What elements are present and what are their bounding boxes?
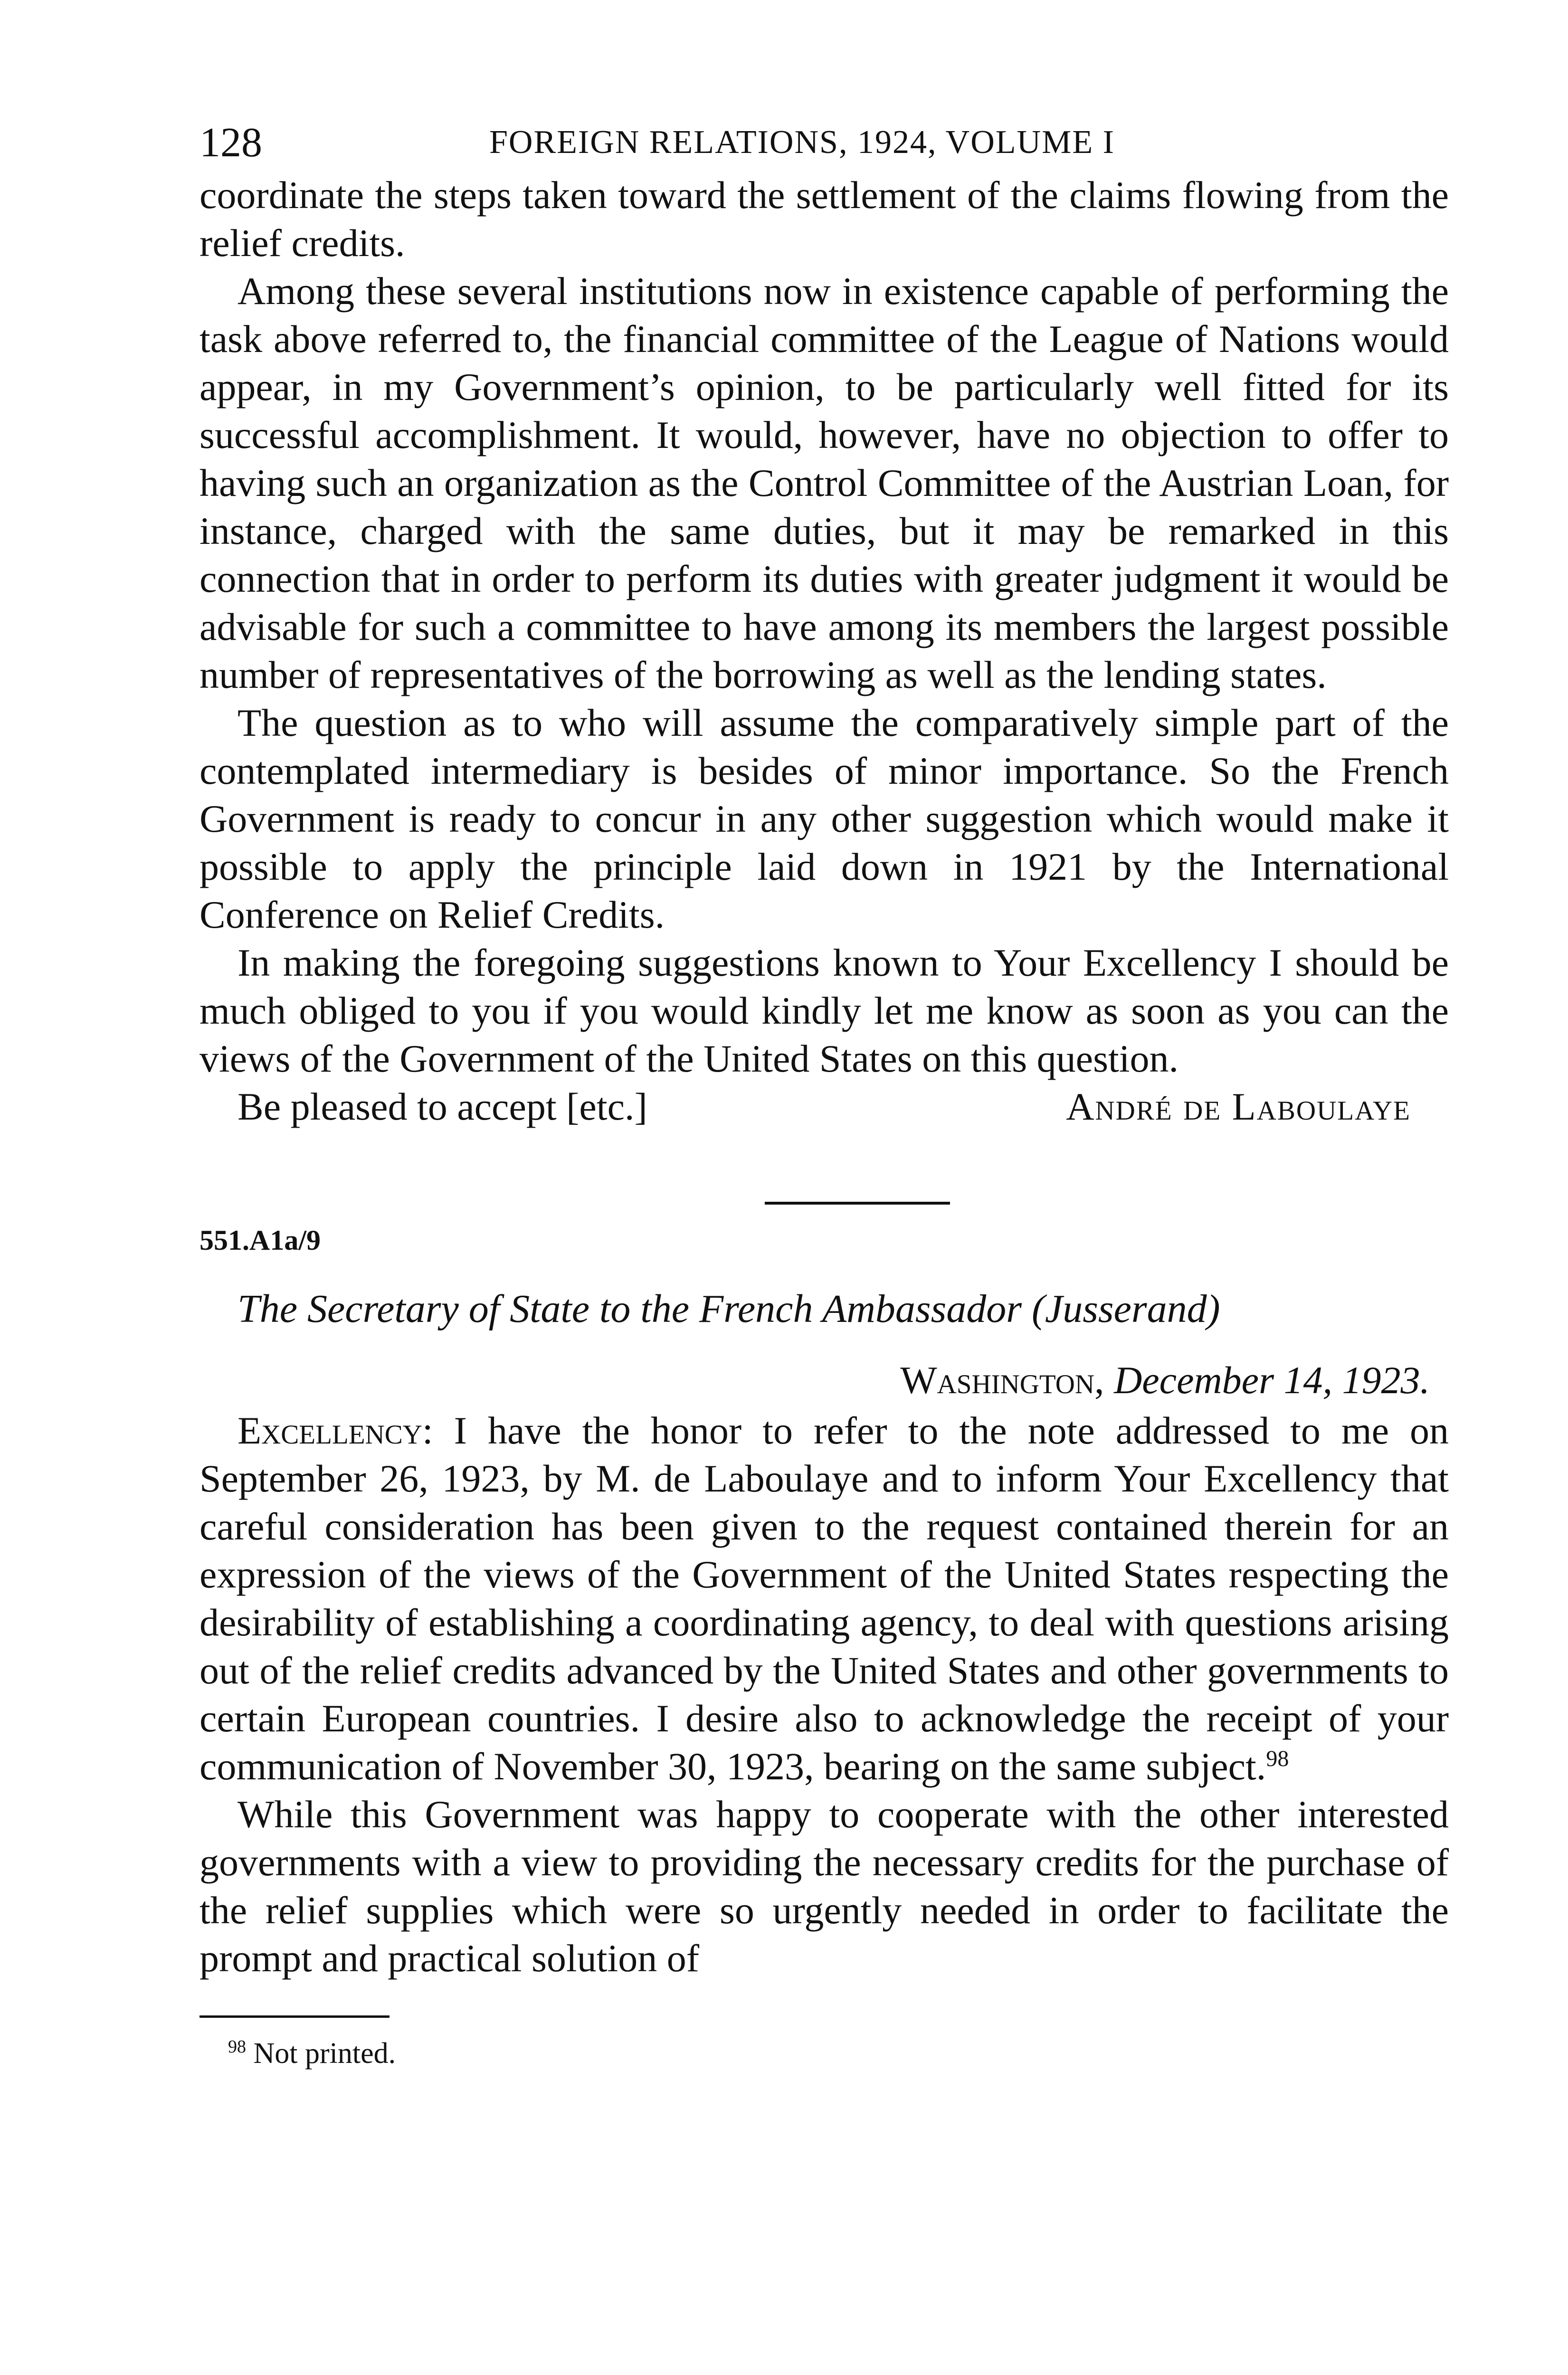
signature: André de Laboulaye <box>1066 1085 1411 1128</box>
paragraph-cooperation: While this Government was happy to cooperate with the other interested governments with a view to providing the necessary credits for the purchase of the relief supplies which were so urgently needed in order to facilitate the prompt and practical solution of <box>200 1793 1449 1980</box>
dateline-date: December 14, 1923. <box>1114 1358 1430 1402</box>
footnote-number: 98 <box>228 2037 246 2057</box>
file-number: 551.A1a/9 <box>200 1225 321 1256</box>
running-head-title: FOREIGN RELATIONS, 1924, VOLUME I <box>489 124 1115 161</box>
page-number: 128 <box>200 120 262 166</box>
paragraph-intermediary: The question as to who will assume the comparatively simple part of the contemplated intermediary is besides of minor importance. So the French Government is ready to concur in any other suggestion which would make it possible to apply the principle laid down in 1921 by the International Conference on Relief Credits. <box>200 701 1449 936</box>
section-divider <box>765 1202 950 1205</box>
document-heading: The Secretary of State to the French Ambassador (Jusserand) <box>238 1287 1220 1331</box>
paragraph-excellency-text: I have the honor to refer to the note addressed to me on September 26, 1923, by M. de Laboulaye and to inform Your Excellency that careful consideration has been given to the request contained therein for an expression of the views of the Government of the United States respecting the desirability of establishing a coordinating agency, to deal with questions arising out of the relief credits advanced by the United States and other governments to certain European countries. I desire also to acknowledge the receipt of your communication of November 30, 1923, bearing on the same subject. <box>200 1409 1449 1788</box>
paragraph-request-views: In making the foregoing suggestions known to Your Excellency I should be much obliged to you if you would kindly let me know as soon as you can the views of the Government of the United States on this question. <box>200 941 1449 1080</box>
closing-text: Be pleased to accept [etc.] <box>238 1085 647 1128</box>
paragraph-excellency <box>200 1406 1449 1790</box>
closing-line <box>200 1083 1449 1130</box>
footnote-reference[interactable]: 98 <box>1266 1746 1289 1771</box>
footnote <box>200 2037 1449 2071</box>
salutation: Excellency: <box>238 1409 433 1452</box>
paragraph-financial-committee: Among these several institutions now in existence capable of performing the task above referred to, the financial committee of the League of Nations would appear, in my Government’s opinion, to be particularly well fitted for its successful accomplishment. It would, however, have no objection to offer to having such an organization as the Control Committee of the Austrian Loan, for instance, charged with the same duties, but it may be remarked in this connection that in order to perform its duties with greater judgment it would be advisable for such a committee to have among its members the largest possible number of representatives of the borrowing as well as the lending states. <box>200 269 1449 696</box>
document-page <box>200 119 1449 2071</box>
footnote-rule <box>200 2015 390 2018</box>
continued-paragraph: coordinate the steps taken toward the settlement of the claims flowing from the relief credits. <box>200 173 1449 265</box>
dateline-place: Washington, <box>900 1358 1104 1402</box>
footnote-text: Not printed. <box>253 2037 396 2070</box>
running-head <box>200 119 1449 171</box>
dateline <box>200 1354 1449 1406</box>
